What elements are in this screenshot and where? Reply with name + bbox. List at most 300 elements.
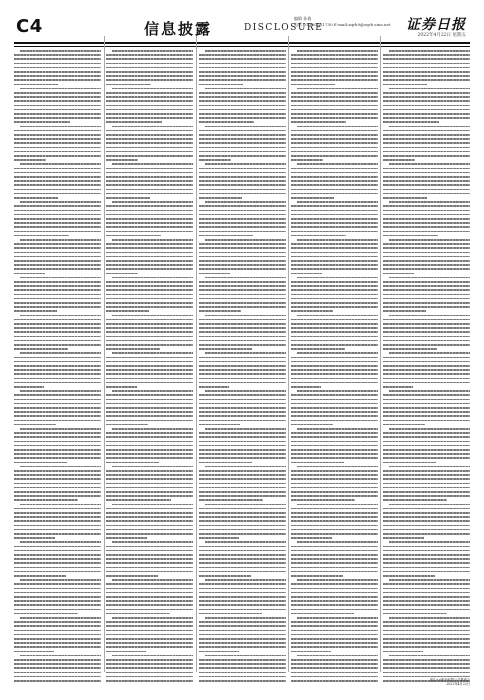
text-line (383, 613, 447, 615)
text-line (291, 340, 378, 342)
text-line (383, 432, 470, 434)
text-line (199, 218, 286, 220)
text-line (199, 562, 286, 564)
text-line (199, 432, 286, 434)
text-line (14, 672, 101, 674)
text-line (291, 613, 355, 615)
text-line (297, 504, 378, 506)
text-line (291, 394, 378, 396)
text-line (14, 105, 101, 107)
text-line (14, 420, 101, 422)
text-line (383, 294, 470, 296)
text-line (14, 92, 101, 94)
text-line (106, 436, 193, 438)
text-line (291, 369, 378, 371)
masthead (14, 14, 470, 44)
text-line (383, 138, 470, 140)
text-line (205, 277, 286, 279)
text-line (291, 84, 335, 86)
text-line (14, 71, 101, 73)
text-line (291, 525, 378, 527)
text-line (14, 210, 101, 212)
text-line (291, 512, 378, 514)
text-line (199, 478, 286, 480)
text-line (383, 331, 470, 333)
text-line (14, 571, 101, 573)
text-line (199, 71, 286, 73)
text-line (199, 672, 286, 674)
text-line (383, 197, 427, 199)
text-line (14, 403, 101, 405)
text-line (389, 428, 470, 430)
text-line (199, 659, 286, 661)
text-line (106, 231, 193, 233)
text-line (14, 483, 101, 485)
text-line (383, 273, 414, 275)
text-line (112, 466, 193, 468)
text-line (383, 441, 470, 443)
text-line (14, 54, 101, 56)
text-line (112, 315, 193, 317)
text-line (14, 642, 101, 644)
text-line (199, 667, 286, 669)
text-line (383, 634, 470, 636)
text-line (291, 222, 378, 224)
text-line (291, 231, 378, 233)
text-line (199, 588, 286, 590)
text-line (106, 92, 193, 94)
text-line (199, 75, 286, 77)
text-line (291, 571, 378, 573)
text-line (14, 474, 101, 476)
text-line (383, 562, 470, 564)
text-line (106, 663, 193, 665)
text-line (199, 184, 286, 186)
signature-company: 浙江××股份有限公司董事会 (429, 677, 470, 682)
newspaper-logo: 证券日报 (406, 17, 466, 33)
text-line (14, 596, 101, 598)
text-line (199, 625, 286, 627)
text-line (291, 495, 378, 497)
text-line (106, 247, 193, 249)
text-line (291, 508, 378, 510)
text-line (383, 121, 439, 123)
text-line (14, 264, 101, 266)
text-line (14, 180, 101, 182)
text-line (389, 617, 470, 619)
text-line (291, 533, 378, 535)
text-line (389, 239, 470, 241)
text-line (14, 159, 46, 161)
text-line (106, 105, 193, 107)
text-line (383, 483, 470, 485)
text-line (291, 226, 378, 228)
text-line (14, 256, 101, 258)
text-line (112, 126, 193, 128)
text-line (383, 159, 415, 161)
text-line (106, 226, 193, 228)
text-line (383, 667, 470, 669)
text-line (199, 155, 286, 157)
text-line (389, 201, 470, 203)
text-line (106, 54, 193, 56)
text-line (199, 180, 286, 182)
text-line (291, 96, 378, 98)
text-line (199, 403, 286, 405)
text-line (20, 655, 101, 657)
text-line (383, 630, 470, 632)
text-line (14, 75, 101, 77)
text-line (199, 310, 242, 312)
text-line (14, 533, 101, 535)
text-line (291, 583, 378, 585)
text-line (106, 193, 193, 195)
text-line (383, 340, 470, 342)
text-line (383, 147, 470, 149)
text-line (14, 499, 78, 501)
text-line (291, 100, 378, 102)
text-line (205, 88, 286, 90)
text-line (106, 558, 193, 560)
text-line (291, 54, 378, 56)
text-line (383, 105, 470, 107)
text-line (383, 453, 470, 455)
text-line (291, 550, 378, 552)
text-line (106, 323, 193, 325)
text-line (199, 138, 286, 140)
text-line (106, 289, 193, 291)
text-line (106, 529, 193, 531)
text-line (291, 252, 378, 254)
text-line (297, 655, 378, 657)
text-line (199, 453, 286, 455)
text-line (389, 352, 470, 354)
text-line (20, 352, 101, 354)
text-line (383, 369, 470, 371)
text-line (383, 474, 470, 476)
text-line (199, 634, 286, 636)
text-line (383, 533, 470, 535)
text-line (14, 193, 101, 195)
text-line (106, 546, 193, 548)
text-line (199, 348, 253, 350)
text-line (106, 424, 148, 426)
text-line (14, 184, 101, 186)
text-line (199, 252, 286, 254)
text-line (199, 663, 286, 665)
text-line (383, 96, 470, 98)
text-line (383, 256, 470, 258)
text-line (383, 306, 470, 308)
text-line (291, 289, 378, 291)
text-line (14, 638, 101, 640)
text-line (199, 142, 286, 144)
text-line (205, 617, 286, 619)
text-line (112, 277, 193, 279)
text-line (297, 277, 378, 279)
text-line (291, 189, 378, 191)
text-line (14, 546, 101, 548)
text-line (106, 441, 193, 443)
text-line (106, 176, 193, 178)
text-line (205, 126, 286, 128)
text-line (106, 373, 193, 375)
text-line (14, 117, 101, 119)
text-line (106, 638, 193, 640)
text-line (14, 399, 101, 401)
text-line (199, 462, 252, 464)
text-line (297, 163, 378, 165)
text-line (106, 646, 193, 648)
text-line (291, 184, 378, 186)
text-line (383, 155, 470, 157)
text-line (291, 630, 378, 632)
text-line (106, 197, 150, 199)
text-line (199, 533, 286, 535)
text-line (297, 239, 378, 241)
text-line (291, 415, 378, 417)
text-line (291, 180, 378, 182)
text-line (14, 222, 101, 224)
text-line (199, 134, 286, 136)
text-line (106, 117, 193, 119)
text-line (14, 273, 45, 275)
text-line (20, 126, 101, 128)
text-line (199, 298, 286, 300)
text-line (14, 344, 101, 346)
text-line (291, 378, 378, 380)
text-line (106, 382, 193, 384)
text-line (14, 604, 101, 606)
text-line (199, 365, 286, 367)
text-line (14, 558, 101, 560)
text-line (389, 579, 470, 581)
text-line (291, 134, 378, 136)
text-line (106, 583, 193, 585)
text-line (291, 638, 378, 640)
text-line (199, 121, 255, 123)
text-line (106, 340, 193, 342)
text-line (14, 470, 101, 472)
text-line (297, 390, 378, 392)
text-line (106, 634, 193, 636)
text-column-3 (199, 50, 286, 686)
text-line (199, 457, 286, 459)
text-line (383, 54, 470, 56)
text-line (291, 193, 378, 195)
text-line (199, 399, 286, 401)
text-line (383, 214, 470, 216)
text-line (112, 163, 193, 165)
text-line (106, 588, 193, 590)
text-line (14, 575, 66, 577)
text-line (291, 407, 378, 409)
text-line (383, 323, 470, 325)
text-line (106, 470, 193, 472)
text-line (291, 172, 378, 174)
text-line (199, 210, 286, 212)
newspaper-page (14, 14, 470, 686)
text-line (14, 147, 101, 149)
text-line (106, 562, 193, 564)
text-line (106, 264, 193, 266)
text-line (291, 373, 378, 375)
text-line (383, 222, 470, 224)
text-line (106, 361, 193, 363)
text-line (291, 294, 378, 296)
text-line (20, 201, 101, 203)
text-line (199, 436, 286, 438)
text-line (199, 441, 286, 443)
text-line (106, 273, 137, 275)
text-line (383, 491, 470, 493)
text-line (383, 117, 470, 119)
text-line (14, 478, 101, 480)
text-line (106, 365, 193, 367)
text-line (106, 525, 193, 527)
text-line (14, 491, 101, 493)
text-line (291, 298, 378, 300)
text-line (291, 281, 378, 283)
text-line (199, 638, 286, 640)
text-line (291, 361, 378, 363)
text-line (199, 113, 286, 115)
text-line (291, 642, 378, 644)
text-line (383, 113, 470, 115)
text-line (383, 302, 470, 304)
text-line (106, 537, 147, 539)
text-line (14, 453, 101, 455)
text-line (14, 667, 101, 669)
text-line (106, 495, 193, 497)
text-line (383, 600, 470, 602)
text-line (106, 411, 193, 413)
text-line (199, 386, 229, 388)
text-line (297, 428, 378, 430)
text-line (199, 642, 286, 644)
text-line (205, 315, 286, 317)
text-line (205, 579, 286, 581)
text-line (205, 239, 286, 241)
text-line (383, 109, 470, 111)
text-line (106, 575, 158, 577)
text-line (14, 537, 55, 539)
text-line (106, 189, 193, 191)
text-line (106, 508, 193, 510)
text-line (14, 260, 101, 262)
text-line (383, 75, 470, 77)
text-line (291, 151, 378, 153)
text-line (383, 134, 470, 136)
text-line (112, 88, 193, 90)
text-line (199, 268, 286, 270)
text-line (14, 226, 101, 228)
text-line (291, 625, 378, 627)
text-line (112, 504, 193, 506)
text-line (291, 142, 378, 144)
text-line (383, 176, 470, 178)
text-line (383, 499, 447, 501)
text-line (291, 168, 378, 170)
text-line (383, 289, 470, 291)
text-line (112, 390, 193, 392)
text-line (199, 285, 286, 287)
text-line (291, 462, 344, 464)
text-line (14, 495, 101, 497)
text-line (199, 646, 286, 648)
text-line (291, 592, 378, 594)
text-line (14, 172, 101, 174)
text-line (106, 184, 193, 186)
text-line (383, 130, 470, 132)
text-line (291, 646, 378, 648)
text-line (291, 147, 378, 149)
text-line (14, 508, 101, 510)
text-line (199, 294, 286, 296)
text-line (291, 155, 378, 157)
text-line (291, 567, 378, 569)
text-line (291, 63, 378, 65)
text-line (106, 180, 193, 182)
text-line (106, 96, 193, 98)
text-line (199, 327, 286, 329)
text-line (389, 126, 470, 128)
text-line (383, 508, 470, 510)
text-line (106, 327, 193, 329)
text-line (14, 84, 58, 86)
text-line (383, 537, 424, 539)
text-line (383, 79, 470, 81)
text-line (291, 197, 335, 199)
text-line (199, 247, 286, 249)
text-line (199, 357, 286, 359)
text-line (199, 378, 286, 380)
text-line (14, 424, 56, 426)
text-line (291, 176, 378, 178)
text-line (383, 319, 470, 321)
text-line (199, 491, 286, 493)
text-line (14, 268, 101, 270)
text-line (106, 499, 170, 501)
text-line (14, 281, 101, 283)
text-line (14, 67, 101, 69)
text-line (291, 411, 378, 413)
text-line (199, 470, 286, 472)
text-line (14, 583, 101, 585)
text-line (383, 348, 437, 350)
text-line (14, 600, 101, 602)
text-line (389, 504, 470, 506)
text-line (14, 142, 101, 144)
text-line (199, 575, 251, 577)
text-line (199, 609, 286, 611)
text-line (389, 315, 470, 317)
text-line (112, 428, 193, 430)
text-line (106, 386, 136, 388)
text-line (389, 466, 470, 468)
text-line (291, 113, 378, 115)
text-line (14, 457, 101, 459)
text-line (14, 441, 101, 443)
text-line (291, 491, 378, 493)
text-line (291, 205, 378, 207)
text-line (106, 344, 193, 346)
text-line (291, 596, 378, 598)
text-line (291, 121, 347, 123)
text-line (291, 348, 345, 350)
text-line (14, 289, 101, 291)
text-line (383, 550, 470, 552)
